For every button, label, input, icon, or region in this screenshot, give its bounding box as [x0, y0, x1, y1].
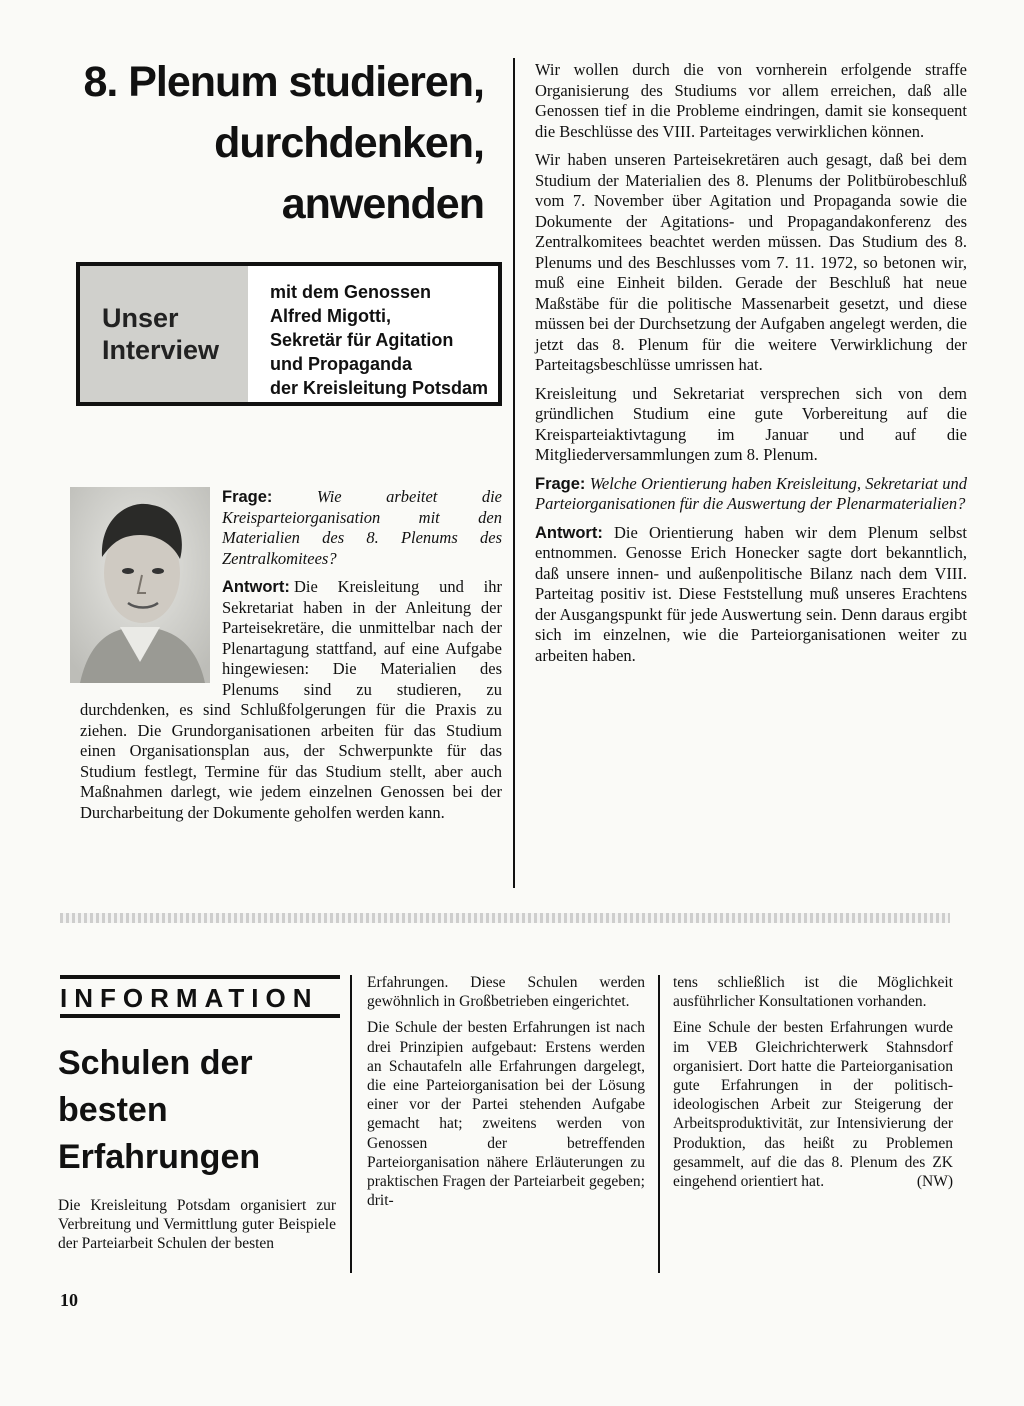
column-rule — [513, 58, 515, 888]
paragraph-3: Kreisleitung und Sekretariat versprechen sich von dem gründlichen Studium eine gute Vorbereitung auf die Kreisparteiaktivtagung im Januar und auf die Mitgliederversammlungen zum 8. Plenum. — [535, 383, 967, 464]
interview-label-line-2: Interview — [102, 335, 220, 365]
right-column — [535, 60, 967, 674]
paragraph-2: Wir haben unseren Parteisekretären auch gesagt, daß bei dem Studium der Materialien des 8. Plenums der Politbürobeschluß vom 7. November über Agitation und Propaganda sowie die Dokumente der Agitations- und Propagandakonferenz des Zentralkomitees beachtet werden müssen. Das Studium des 8. Plenums und des Beschlusses vom 7. 11. 1972, so betonen wir, muß eine Einheit bilden. Gerade der Beschluß hat neue Maßstäbe für die politische Massenarbeit gesetzt, und diese müssen bei der Durchsetzung der Aufgaben angelegt werden, die jetzt das 8. Plenum für die weitere Verwirklichung der Parteitagsbeschlüsse umrissen hat. — [535, 150, 967, 374]
answer-1-body — [80, 577, 502, 823]
info-column-2 — [367, 973, 645, 1217]
headline-line-2: besten — [58, 1091, 168, 1129]
info-column-1 — [58, 1196, 336, 1261]
article-title — [83, 52, 484, 235]
headline-line-3: Erfahrungen — [58, 1138, 261, 1176]
interview-box — [76, 262, 502, 406]
info-rule-1 — [350, 975, 352, 1273]
photo-float-spacer — [80, 577, 222, 699]
info-signature: (NW) — [916, 1173, 953, 1191]
info-col2-p2: Die Schule der besten Erfahrungen ist nach drei Prinzipien aufgebaut: Erstens werden an Schautafeln alle Erfahrungen dargelegt, die eine Parteiorganisation bei der Lösung einer vor der Partei stehenden Aufgabe gemacht hat; zweitens werden von Genossen der betreffenden Parteiorganisation nähere Erläuterungen zu praktischen Fragen der Parteiarbeit gegeben; drit- — [367, 1019, 645, 1210]
page-number: 10 — [60, 1290, 78, 1310]
interview-label — [102, 302, 219, 366]
answer-1-label: Antwort: — [222, 578, 290, 596]
info-column-3 — [673, 973, 953, 1198]
answer-1-text: Die Kreisleitung und ihr Sekretariat haben in der Anleitung der Parteisekretäre, die unmittelbar nach der Plenartagung stattfand, auf eine Aufgabe hingewiesen: Die Materialien des Plenums sind zu studieren, zu durchdenken, es sind Schlußfolgerungen für die Praxis zu ziehen. Die Grundorganisationen arbeiten für das Studium einen Organisationsplan aus, der Schwerpunkte für das Studium festlegt, Termine für das Studium stellt, aber auch Maßnahmen darlegt, wie jedem einzelnen Genossen bei der Durcharbeitung der Dokumente geholfen werden kann. — [80, 577, 502, 822]
info-col3-p2-text: Eine Schule der besten Erfahrungen wurde im VEB Gleichrichterwerk Stahnsdorf organisiert. Dort hatte die Parteiorganisation gute Erfahrungen in der politisch-ideologischen Arbeit zur Steigerung der Arbeitsproduktivität, zur Intensivierung der Produktion, das heißt zu Problemen gesammelt, auf die das 8. Plenum des ZK eingehend orientiert hat. — [673, 1019, 953, 1191]
meta-line-5: der Kreisleitung Potsdam — [270, 378, 489, 398]
interviewee-info — [270, 280, 488, 400]
question-2-label: Frage: — [535, 474, 586, 493]
answer-2-block — [535, 523, 967, 667]
meta-line-3: Sekretär für Agitation — [270, 330, 454, 350]
title-line-2: durchdenken, — [214, 119, 484, 167]
paragraph-1: Wir wollen durch die von vornherein erfolgende straffe Organisierung des Studiums vor allem erreichen, daß alle Genossen tief in die Probleme eindringen, damit sie konsequent die Beschlüsse des VIII. Parteitages verwirklichen können. — [535, 60, 967, 141]
info-col2-p1: Erfahrungen. Diese Schulen werden gewöhnlich in Großbetrieben eingerichtet. — [367, 974, 645, 1011]
information-headline — [58, 1040, 260, 1181]
title-line-1: 8. Plenum studieren, — [83, 58, 484, 106]
title-line-3: anwenden — [281, 180, 484, 228]
info-col3-p2 — [673, 1018, 953, 1191]
info-col3-p1: tens schließlich ist die Möglichkeit ausführlicher Konsultationen vorhanden. — [673, 974, 953, 1011]
section-divider — [60, 913, 950, 923]
headline-line-1: Schulen der — [58, 1044, 253, 1082]
meta-line-2: Alfred Migotti, — [270, 306, 391, 326]
info-col1-text: Die Kreisleitung Potsdam organisiert zur Verbreitung und Vermittlung guter Beispiele der Parteiarbeit Schulen der besten — [58, 1197, 336, 1253]
meta-line-1: mit dem Genossen — [270, 282, 432, 302]
question-1-text: Wie arbeitet die Kreisparteiorganisation mit den Materialien des 8. Plenums des Zentralkomitees? — [222, 487, 502, 568]
info-rule-2 — [658, 975, 660, 1273]
question-1-block — [222, 487, 502, 569]
interview-label-line-1: Unser — [102, 303, 179, 333]
meta-line-4: und Propaganda — [270, 354, 413, 374]
information-label: INFORMATION — [60, 975, 340, 1018]
answer-2-label: Antwort: — [535, 523, 603, 542]
question-1-label: Frage: — [222, 488, 273, 506]
question-2-block — [535, 474, 967, 515]
answer-2-text: Die Orientierung haben wir dem Plenum selbst entnommen. Genosse Erich Honecker sagte dort bekanntlich, daß unsere innen- und außenpolitische Bilanz nach dem VIII. Parteitag positiv ist. Diese Feststellung muß unseres Erachtens der Ausgangspunkt für jede Auswertung sein. Denn daraus ergibt sich im einzelnen, wie die Parteiorganisationen weiter zu arbeiten haben. — [535, 522, 968, 665]
question-2-text: Welche Orientierung haben Kreisleitung, Sekretariat und Parteiorganisationen für die Auswertung der Plenarmaterialien? — [535, 473, 967, 513]
